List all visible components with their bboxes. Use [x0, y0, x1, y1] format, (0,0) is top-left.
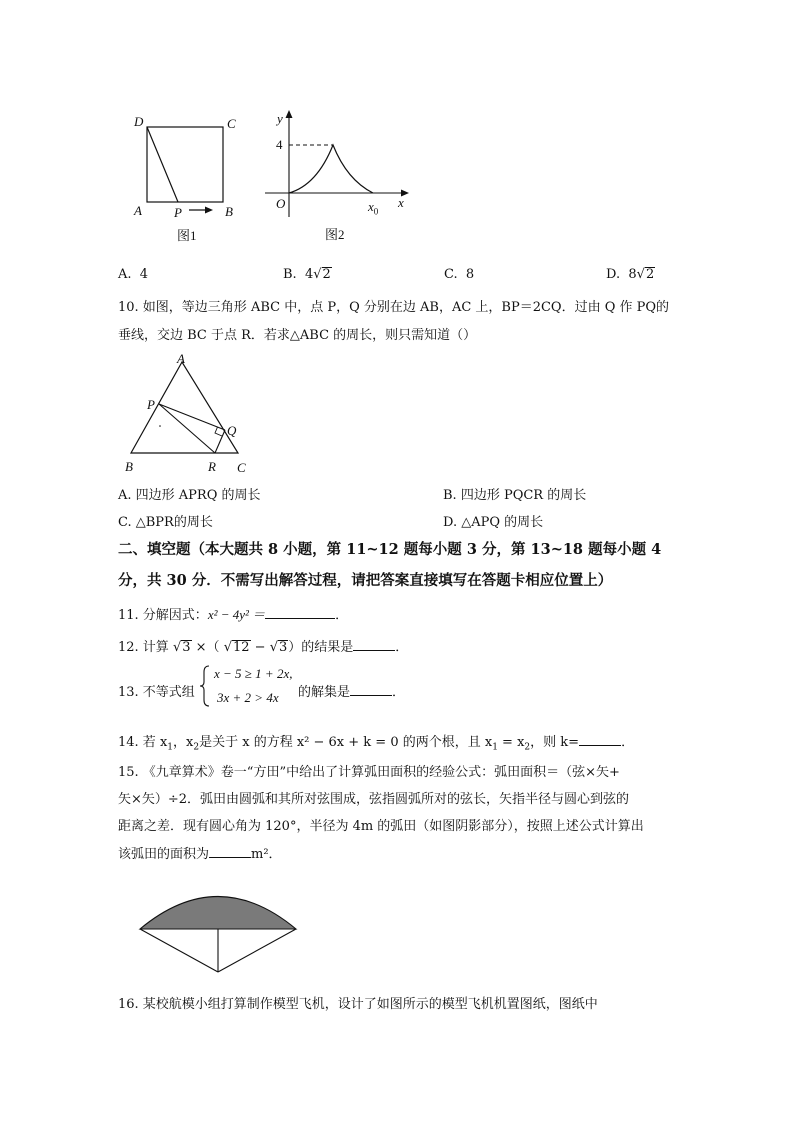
q13-suffix: 的解集是 ．	[298, 685, 406, 700]
q13-prefix: 13. 不等式组	[118, 685, 195, 700]
radius-right	[218, 929, 296, 972]
axis-y-label: y	[277, 111, 283, 126]
q11: 11. 分解因式：x² − 4y² ＝ ．	[118, 607, 349, 623]
q10-line-1: 10. 如图，等边三角形 ABC 中，点 P，Q 分别在边 AB，AC 上，BP＝2CQ．过由 Q 作 PQ的	[118, 300, 670, 315]
y-axis-arrow-icon	[286, 110, 293, 118]
tri-label-b: B	[125, 459, 133, 474]
shaded-segment	[140, 897, 296, 930]
q9-option-b: B. 4√2	[283, 267, 331, 282]
q10-option-c: C. △BPR的周长	[118, 515, 213, 530]
figure-arc-field	[135, 886, 301, 978]
q13-answer-blank	[350, 683, 392, 696]
tri-label-r: R	[208, 459, 216, 474]
q15-line-1: 15. 《九章算术》卷一“方田”中给出了计算弧田面积的经验公式：弧田面积＝（弦×矢+	[118, 765, 620, 780]
origin-label: O	[276, 196, 286, 211]
q10-option-a: A. 四边形 APRQ 的周长	[118, 488, 261, 503]
tri-label-c: C	[237, 460, 246, 475]
section-2-heading-line-1: 二、填空题（本大题共 8 小题，第 11~12 题每小题 3 分，第 13~18 题每小题 4	[118, 541, 662, 558]
tri-label-a: A	[177, 351, 185, 366]
q12: 12. 计算 √3 ×（ √12 − √3）的结果是 ．	[118, 640, 409, 655]
q15-line-2: 矢×矢）÷2．弧田由圆弧和其所对弦围成，弦指圆弧所对的弦长，矢指半径与圆心到弦的	[118, 792, 630, 807]
tri-label-q: Q	[227, 423, 237, 438]
label-a: A	[134, 203, 142, 218]
segment-dp	[147, 127, 178, 202]
label-d: D	[134, 114, 144, 129]
section-2-heading-line-2: 分，共 30 分．不需写出解答过程，请把答案直接填写在答题卡相应位置上）	[118, 572, 613, 589]
q10-option-b: B. 四边形 PQCR 的周长	[443, 488, 587, 503]
q10-line-2: 垂线，交边 BC 于点 R．若求△ABC 的周长，则只需知道（）	[118, 328, 477, 343]
q13-brace	[199, 664, 211, 708]
q15-answer-blank	[209, 845, 251, 858]
y-tick-4: 4	[276, 137, 283, 152]
figure-1-caption: 图1	[177, 228, 197, 243]
q15-line-3: 距离之差．现有圆心角为 120°，半径为 4m 的弧田（如图阴影部分），按照上述公式计算出	[118, 819, 644, 834]
segment-pr	[159, 404, 215, 453]
function-curve	[289, 145, 373, 193]
q14: 14. 若 $x_1$，$x_2$是关于 x 的方程 x² − 6x + k = 0 的两个根，且 $x_1 = x_2$，则 k= ．	[118, 735, 635, 753]
q14-answer-blank	[579, 733, 621, 746]
axis-x-label: x	[398, 195, 404, 210]
q9-option-d: D. 8√2	[606, 267, 655, 282]
q11-answer-blank	[265, 606, 335, 619]
q15-line-4: 该弧田的面积为 m²．	[118, 847, 282, 862]
figure-2-caption: 图2	[325, 227, 345, 242]
figure-triangle-abc	[118, 348, 258, 478]
radius-left	[140, 929, 218, 972]
tri-label-p: P	[147, 397, 155, 412]
q13-inequality-2: 3x + 2 > 4x	[217, 690, 279, 705]
q9-option-a: A. 4	[118, 267, 149, 282]
x-tick-x0: $x_0$	[368, 199, 379, 217]
q12-answer-blank	[353, 638, 395, 651]
square-abcd	[147, 127, 223, 202]
dot-mark	[159, 425, 161, 427]
q10-option-d: D. △APQ 的周长	[443, 515, 544, 530]
label-b: B	[225, 204, 233, 219]
label-p: P	[174, 205, 182, 220]
q13-inequality-1: x − 5 ≥ 1 + 2x,	[214, 666, 293, 681]
label-c: C	[227, 116, 236, 131]
segment-pq	[159, 404, 225, 430]
q9-option-c: C. 8	[444, 267, 475, 282]
q16-line-1: 16. 某校航模小组打算制作模型飞机，设计了如图所示的模型飞机机置图纸，图纸中	[118, 997, 598, 1012]
arrow-head-icon	[205, 207, 213, 214]
